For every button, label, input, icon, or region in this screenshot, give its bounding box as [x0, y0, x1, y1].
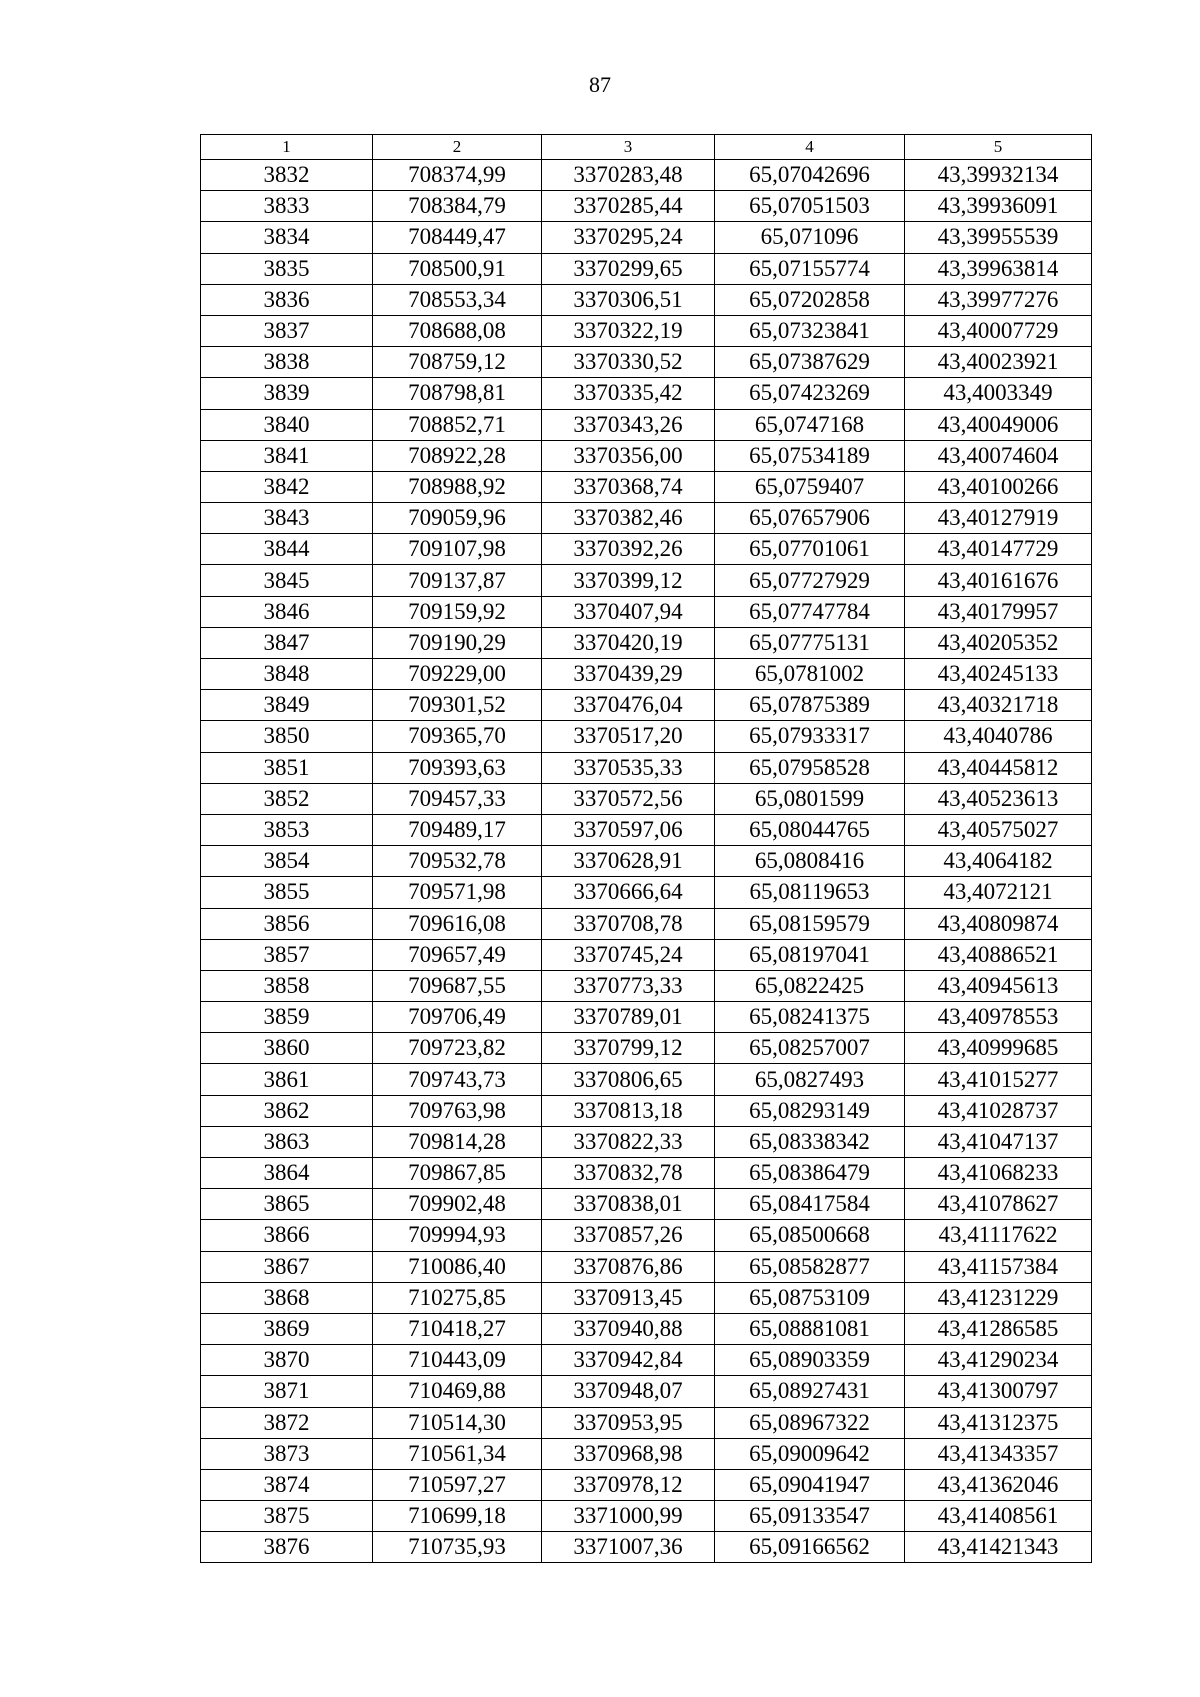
table-cell-col-5: 43,41408561	[905, 1501, 1092, 1532]
table-cell-col-1: 3867	[201, 1251, 373, 1282]
table-row	[201, 440, 1092, 471]
table-cell-col-2: 709814,28	[373, 1126, 542, 1157]
table-cell-col-1: 3866	[201, 1220, 373, 1251]
table-cell-col-4: 65,07747784	[715, 596, 905, 627]
table-cell-col-4: 65,07323841	[715, 315, 905, 346]
table-cell-col-4: 65,07387629	[715, 347, 905, 378]
table-cell-col-5: 43,4040786	[905, 721, 1092, 752]
table-cell-col-3: 3370306,51	[542, 284, 715, 315]
table-cell-col-5: 43,40575027	[905, 814, 1092, 845]
table-cell-col-2: 709393,63	[373, 752, 542, 783]
table-cell-col-4: 65,0759407	[715, 471, 905, 502]
table-cell-col-1: 3837	[201, 315, 373, 346]
table-cell-col-4: 65,09009642	[715, 1438, 905, 1469]
table-cell-col-2: 710514,30	[373, 1407, 542, 1438]
table-cell-col-3: 3370420,19	[542, 627, 715, 658]
table-cell-col-3: 3370666,64	[542, 877, 715, 908]
table-row	[201, 1313, 1092, 1344]
table-cell-col-2: 709059,96	[373, 503, 542, 534]
table-cell-col-2: 709763,98	[373, 1095, 542, 1126]
table-cell-col-5: 43,40179957	[905, 596, 1092, 627]
table-cell-col-2: 709532,78	[373, 846, 542, 877]
table-cell-col-4: 65,08500668	[715, 1220, 905, 1251]
table-cell-col-4: 65,07202858	[715, 284, 905, 315]
table-cell-col-5: 43,40886521	[905, 939, 1092, 970]
table-cell-col-5: 43,41157384	[905, 1251, 1092, 1282]
table-cell-col-3: 3370285,44	[542, 191, 715, 222]
table-cell-col-4: 65,07701061	[715, 534, 905, 565]
table-cell-col-3: 3370876,86	[542, 1251, 715, 1282]
table-cell-col-3: 3370940,88	[542, 1313, 715, 1344]
table-row	[201, 1438, 1092, 1469]
table-cell-col-4: 65,07875389	[715, 690, 905, 721]
table-cell-col-3: 3370368,74	[542, 471, 715, 502]
table-cell-col-1: 3860	[201, 1033, 373, 1064]
table-cell-col-5: 43,41362046	[905, 1469, 1092, 1500]
table-cell-col-5: 43,41078627	[905, 1189, 1092, 1220]
table-cell-col-5: 43,40127919	[905, 503, 1092, 534]
table-cell-col-3: 3370299,65	[542, 253, 715, 284]
table-cell-col-5: 43,40809874	[905, 908, 1092, 939]
table-cell-col-1: 3875	[201, 1501, 373, 1532]
table-cell-col-4: 65,07657906	[715, 503, 905, 534]
table-cell-col-2: 708449,47	[373, 222, 542, 253]
table-cell-col-1: 3852	[201, 783, 373, 814]
table-cell-col-3: 3370832,78	[542, 1158, 715, 1189]
header-cell-col-4: 4	[715, 135, 905, 160]
header-cell-col-1: 1	[201, 135, 373, 160]
table-row	[201, 1282, 1092, 1313]
table-cell-col-5: 43,41343357	[905, 1438, 1092, 1469]
table-row	[201, 1532, 1092, 1563]
table-cell-col-5: 43,41117622	[905, 1220, 1092, 1251]
table-cell-col-5: 43,41312375	[905, 1407, 1092, 1438]
table-cell-col-3: 3370942,84	[542, 1345, 715, 1376]
table-cell-col-1: 3872	[201, 1407, 373, 1438]
table-cell-col-1: 3869	[201, 1313, 373, 1344]
table-cell-col-2: 710443,09	[373, 1345, 542, 1376]
table-cell-col-5: 43,41421343	[905, 1532, 1092, 1563]
table-cell-col-2: 709107,98	[373, 534, 542, 565]
table-cell-col-5: 43,40147729	[905, 534, 1092, 565]
table-cell-col-4: 65,08417584	[715, 1189, 905, 1220]
table-cell-col-4: 65,08386479	[715, 1158, 905, 1189]
table-cell-col-4: 65,07727929	[715, 565, 905, 596]
table-cell-col-1: 3845	[201, 565, 373, 596]
table-cell-col-3: 3370517,20	[542, 721, 715, 752]
table-cell-col-1: 3839	[201, 378, 373, 409]
table-header	[201, 135, 1092, 160]
table-row	[201, 908, 1092, 939]
table-cell-col-1: 3841	[201, 440, 373, 471]
table-cell-col-5: 43,40007729	[905, 315, 1092, 346]
table-cell-col-2: 710699,18	[373, 1501, 542, 1532]
table-row	[201, 1126, 1092, 1157]
table-cell-col-1: 3855	[201, 877, 373, 908]
table-cell-col-2: 709159,92	[373, 596, 542, 627]
table-cell-col-5: 43,39932134	[905, 160, 1092, 191]
table-cell-col-5: 43,40023921	[905, 347, 1092, 378]
table-cell-col-5: 43,40049006	[905, 409, 1092, 440]
table-cell-col-4: 65,071096	[715, 222, 905, 253]
table-cell-col-5: 43,40445812	[905, 752, 1092, 783]
table-cell-col-3: 3370295,24	[542, 222, 715, 253]
table-row	[201, 752, 1092, 783]
coordinates-table	[200, 134, 1092, 1563]
table-cell-col-2: 708759,12	[373, 347, 542, 378]
table-cell-col-1: 3863	[201, 1126, 373, 1157]
table-cell-col-5: 43,39936091	[905, 191, 1092, 222]
table-cell-col-2: 709365,70	[373, 721, 542, 752]
table-cell-col-4: 65,08927431	[715, 1376, 905, 1407]
table-cell-col-2: 708553,34	[373, 284, 542, 315]
table-cell-col-5: 43,41068233	[905, 1158, 1092, 1189]
table-cell-col-3: 3370476,04	[542, 690, 715, 721]
table-cell-col-5: 43,40999685	[905, 1033, 1092, 1064]
table-row	[201, 1158, 1092, 1189]
table-cell-col-5: 43,40978553	[905, 1002, 1092, 1033]
table-cell-col-3: 3370708,78	[542, 908, 715, 939]
table-row	[201, 877, 1092, 908]
table-cell-col-3: 3371000,99	[542, 1501, 715, 1532]
table-cell-col-1: 3846	[201, 596, 373, 627]
table-cell-col-1: 3835	[201, 253, 373, 284]
table-row	[201, 659, 1092, 690]
table-cell-col-1: 3844	[201, 534, 373, 565]
table-cell-col-4: 65,08967322	[715, 1407, 905, 1438]
table-cell-col-2: 710275,85	[373, 1282, 542, 1313]
table-cell-col-1: 3842	[201, 471, 373, 502]
table-cell-col-2: 709902,48	[373, 1189, 542, 1220]
table-cell-col-3: 3370953,95	[542, 1407, 715, 1438]
table-cell-col-1: 3832	[201, 160, 373, 191]
table-cell-col-5: 43,41047137	[905, 1126, 1092, 1157]
table-cell-col-5: 43,40945613	[905, 970, 1092, 1001]
table-cell-col-2: 708852,71	[373, 409, 542, 440]
table-cell-col-4: 65,0808416	[715, 846, 905, 877]
table-cell-col-3: 3370322,19	[542, 315, 715, 346]
table-cell-col-4: 65,08241375	[715, 1002, 905, 1033]
table-cell-col-3: 3370572,56	[542, 783, 715, 814]
table-cell-col-2: 709489,17	[373, 814, 542, 845]
table-cell-col-1: 3834	[201, 222, 373, 253]
table-cell-col-3: 3370806,65	[542, 1064, 715, 1095]
table-row	[201, 846, 1092, 877]
table-cell-col-3: 3370978,12	[542, 1469, 715, 1500]
table-row	[201, 409, 1092, 440]
table-row	[201, 1376, 1092, 1407]
table-cell-col-3: 3370597,06	[542, 814, 715, 845]
table-cell-col-1: 3856	[201, 908, 373, 939]
table-cell-col-2: 709657,49	[373, 939, 542, 970]
table-cell-col-5: 43,39955539	[905, 222, 1092, 253]
table-cell-col-2: 710735,93	[373, 1532, 542, 1563]
table-cell-col-3: 3370330,52	[542, 347, 715, 378]
table-cell-col-4: 65,08293149	[715, 1095, 905, 1126]
table-row	[201, 160, 1092, 191]
table-cell-col-2: 709616,08	[373, 908, 542, 939]
table-cell-col-2: 709743,73	[373, 1064, 542, 1095]
table-row	[201, 814, 1092, 845]
table-cell-col-1: 3840	[201, 409, 373, 440]
table-cell-col-4: 65,07042696	[715, 160, 905, 191]
table-row	[201, 315, 1092, 346]
table-cell-col-4: 65,0747168	[715, 409, 905, 440]
table-cell-col-1: 3850	[201, 721, 373, 752]
table-cell-col-2: 708922,28	[373, 440, 542, 471]
table-cell-col-2: 710597,27	[373, 1469, 542, 1500]
table-cell-col-1: 3874	[201, 1469, 373, 1500]
table-cell-col-2: 708384,79	[373, 191, 542, 222]
table-cell-col-2: 709137,87	[373, 565, 542, 596]
table-cell-col-3: 3370968,98	[542, 1438, 715, 1469]
table-row	[201, 191, 1092, 222]
table-cell-col-3: 3370392,26	[542, 534, 715, 565]
table-cell-col-3: 3370439,29	[542, 659, 715, 690]
table-cell-col-5: 43,4003349	[905, 378, 1092, 409]
table-cell-col-2: 708798,81	[373, 378, 542, 409]
table-cell-col-4: 65,08159579	[715, 908, 905, 939]
table-cell-col-5: 43,41290234	[905, 1345, 1092, 1376]
table-cell-col-4: 65,08119653	[715, 877, 905, 908]
table-cell-col-1: 3849	[201, 690, 373, 721]
table-cell-col-4: 65,09166562	[715, 1532, 905, 1563]
table-cell-col-3: 3370822,33	[542, 1126, 715, 1157]
table-cell-col-4: 65,07051503	[715, 191, 905, 222]
table-cell-col-2: 710418,27	[373, 1313, 542, 1344]
table-cell-col-4: 65,0781002	[715, 659, 905, 690]
table-cell-col-2: 709994,93	[373, 1220, 542, 1251]
table-cell-col-5: 43,40074604	[905, 440, 1092, 471]
table-cell-col-1: 3854	[201, 846, 373, 877]
table-cell-col-1: 3833	[201, 191, 373, 222]
table-cell-col-1: 3858	[201, 970, 373, 1001]
table-cell-col-4: 65,08582877	[715, 1251, 905, 1282]
table-cell-col-3: 3370399,12	[542, 565, 715, 596]
table-cell-col-4: 65,07958528	[715, 752, 905, 783]
table-cell-col-3: 3370857,26	[542, 1220, 715, 1251]
table-row	[201, 534, 1092, 565]
table-cell-col-1: 3873	[201, 1438, 373, 1469]
table-cell-col-1: 3862	[201, 1095, 373, 1126]
table-cell-col-3: 3370789,01	[542, 1002, 715, 1033]
table-row	[201, 1064, 1092, 1095]
table-cell-col-2: 709190,29	[373, 627, 542, 658]
table-row	[201, 596, 1092, 627]
table-cell-col-3: 3370335,42	[542, 378, 715, 409]
table-cell-col-2: 709867,85	[373, 1158, 542, 1189]
table-cell-col-5: 43,41231229	[905, 1282, 1092, 1313]
table-cell-col-2: 709229,00	[373, 659, 542, 690]
table-cell-col-4: 65,08197041	[715, 939, 905, 970]
table-cell-col-5: 43,40205352	[905, 627, 1092, 658]
table-cell-col-2: 708988,92	[373, 471, 542, 502]
header-cell-col-3: 3	[542, 135, 715, 160]
table-cell-col-4: 65,09041947	[715, 1469, 905, 1500]
table-cell-col-3: 3371007,36	[542, 1532, 715, 1563]
table-cell-col-4: 65,08903359	[715, 1345, 905, 1376]
table-cell-col-3: 3370913,45	[542, 1282, 715, 1313]
table-cell-col-5: 43,40321718	[905, 690, 1092, 721]
header-row	[201, 135, 1092, 160]
table-cell-col-1: 3865	[201, 1189, 373, 1220]
table-cell-col-3: 3370948,07	[542, 1376, 715, 1407]
table-cell-col-4: 65,0822425	[715, 970, 905, 1001]
table-cell-col-5: 43,4072121	[905, 877, 1092, 908]
table-cell-col-3: 3370535,33	[542, 752, 715, 783]
table-cell-col-1: 3843	[201, 503, 373, 534]
table-cell-col-5: 43,41300797	[905, 1376, 1092, 1407]
table-cell-col-4: 65,08753109	[715, 1282, 905, 1313]
table-cell-col-1: 3857	[201, 939, 373, 970]
table-row	[201, 1189, 1092, 1220]
table-cell-col-4: 65,08257007	[715, 1033, 905, 1064]
table-cell-col-5: 43,39963814	[905, 253, 1092, 284]
table-cell-col-2: 709723,82	[373, 1033, 542, 1064]
table-row	[201, 1002, 1092, 1033]
table-cell-col-4: 65,07775131	[715, 627, 905, 658]
table-cell-col-1: 3868	[201, 1282, 373, 1313]
table-row	[201, 939, 1092, 970]
table-cell-col-4: 65,09133547	[715, 1501, 905, 1532]
table-cell-col-2: 709301,52	[373, 690, 542, 721]
table-cell-col-3: 3370628,91	[542, 846, 715, 877]
table-cell-col-4: 65,07423269	[715, 378, 905, 409]
table-cell-col-3: 3370838,01	[542, 1189, 715, 1220]
table-cell-col-2: 708688,08	[373, 315, 542, 346]
table-row	[201, 1033, 1092, 1064]
table-cell-col-3: 3370407,94	[542, 596, 715, 627]
table-cell-col-2: 708500,91	[373, 253, 542, 284]
table-cell-col-4: 65,0801599	[715, 783, 905, 814]
table-cell-col-2: 710561,34	[373, 1438, 542, 1469]
table-cell-col-3: 3370356,00	[542, 440, 715, 471]
table-row	[201, 627, 1092, 658]
table-cell-col-4: 65,08881081	[715, 1313, 905, 1344]
table-cell-col-2: 709687,55	[373, 970, 542, 1001]
table-row	[201, 1251, 1092, 1282]
table-row	[201, 783, 1092, 814]
table-cell-col-1: 3847	[201, 627, 373, 658]
table-cell-col-4: 65,08338342	[715, 1126, 905, 1157]
table-row	[201, 565, 1092, 596]
table-cell-col-3: 3370283,48	[542, 160, 715, 191]
table-cell-col-2: 709457,33	[373, 783, 542, 814]
table-row	[201, 1469, 1092, 1500]
table-row	[201, 284, 1092, 315]
table-body	[201, 160, 1092, 1563]
table-row	[201, 1220, 1092, 1251]
table-row	[201, 253, 1092, 284]
table-row	[201, 690, 1092, 721]
table-cell-col-5: 43,4064182	[905, 846, 1092, 877]
table-row	[201, 471, 1092, 502]
table-cell-col-5: 43,39977276	[905, 284, 1092, 315]
header-cell-col-2: 2	[373, 135, 542, 160]
table-cell-col-4: 65,08044765	[715, 814, 905, 845]
table-cell-col-1: 3871	[201, 1376, 373, 1407]
table-cell-col-4: 65,07155774	[715, 253, 905, 284]
table-cell-col-1: 3838	[201, 347, 373, 378]
table-row	[201, 222, 1092, 253]
table-cell-col-1: 3851	[201, 752, 373, 783]
table-cell-col-5: 43,41015277	[905, 1064, 1092, 1095]
page-number: 87	[589, 72, 611, 97]
table-row	[201, 1501, 1092, 1532]
table-cell-col-3: 3370382,46	[542, 503, 715, 534]
table-cell-col-5: 43,40523613	[905, 783, 1092, 814]
table-cell-col-2: 708374,99	[373, 160, 542, 191]
table-row	[201, 378, 1092, 409]
table-cell-col-3: 3370813,18	[542, 1095, 715, 1126]
table-cell-col-1: 3876	[201, 1532, 373, 1563]
table-row	[201, 347, 1092, 378]
table-row	[201, 970, 1092, 1001]
table-row	[201, 503, 1092, 534]
table-cell-col-4: 65,0827493	[715, 1064, 905, 1095]
table-row	[201, 1345, 1092, 1376]
table-row	[201, 721, 1092, 752]
table-cell-col-5: 43,40161676	[905, 565, 1092, 596]
table-cell-col-2: 709571,98	[373, 877, 542, 908]
table-cell-col-1: 3859	[201, 1002, 373, 1033]
table-cell-col-2: 709706,49	[373, 1002, 542, 1033]
table-cell-col-3: 3370745,24	[542, 939, 715, 970]
header-cell-col-5: 5	[905, 135, 1092, 160]
table-cell-col-3: 3370343,26	[542, 409, 715, 440]
table-cell-col-5: 43,41028737	[905, 1095, 1092, 1126]
table-cell-col-5: 43,40245133	[905, 659, 1092, 690]
table-cell-col-4: 65,07534189	[715, 440, 905, 471]
table-cell-col-3: 3370773,33	[542, 970, 715, 1001]
table-cell-col-2: 710469,88	[373, 1376, 542, 1407]
table-cell-col-3: 3370799,12	[542, 1033, 715, 1064]
table-row	[201, 1095, 1092, 1126]
table-cell-col-1: 3836	[201, 284, 373, 315]
table-cell-col-5: 43,40100266	[905, 471, 1092, 502]
table-cell-col-5: 43,41286585	[905, 1313, 1092, 1344]
table-cell-col-4: 65,07933317	[715, 721, 905, 752]
table-cell-col-2: 710086,40	[373, 1251, 542, 1282]
table-cell-col-1: 3848	[201, 659, 373, 690]
table-row	[201, 1407, 1092, 1438]
table-cell-col-1: 3861	[201, 1064, 373, 1095]
table-cell-col-1: 3853	[201, 814, 373, 845]
table-cell-col-1: 3870	[201, 1345, 373, 1376]
table-cell-col-1: 3864	[201, 1158, 373, 1189]
